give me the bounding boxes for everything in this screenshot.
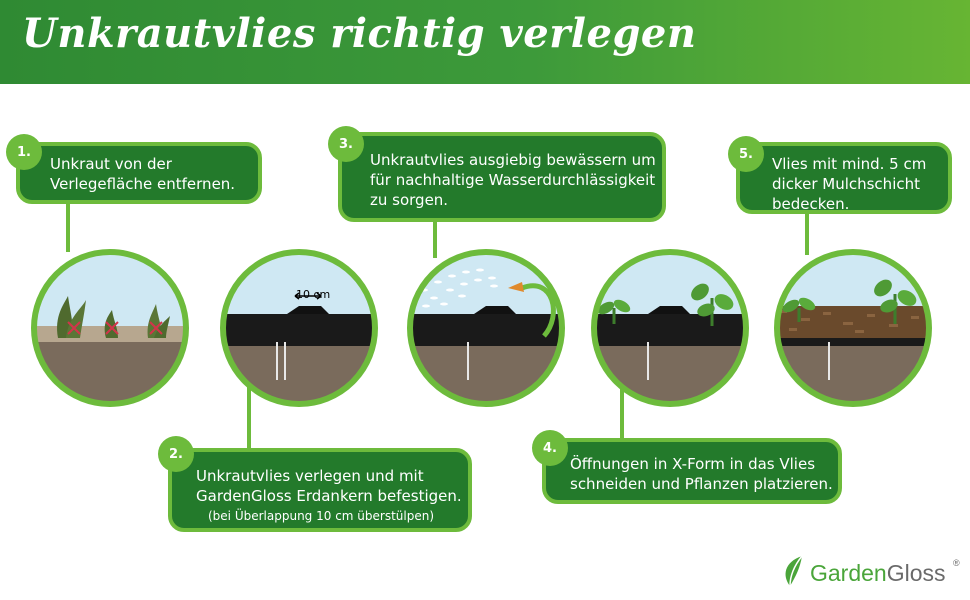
step-5-line-3: bedecken. bbox=[772, 195, 850, 213]
step-3-box bbox=[338, 132, 666, 222]
step-2-box bbox=[168, 448, 472, 532]
page-title: Unkrautvlies richtig verlegen bbox=[22, 10, 697, 57]
connector-step-1 bbox=[66, 200, 70, 252]
illustration-watering bbox=[404, 246, 568, 410]
illustration-fabric-laid bbox=[217, 246, 381, 410]
step-2-line-1: Unkrautvlies verlegen und mit bbox=[196, 467, 424, 485]
step-4-line-2: schneiden und Pflanzen platzieren. bbox=[570, 475, 833, 493]
brand-part-2: Gloss bbox=[886, 560, 946, 586]
brand-part-1: Garden bbox=[810, 560, 887, 586]
illustration-weeds bbox=[28, 246, 192, 410]
step-3-number: 3. bbox=[328, 126, 364, 162]
step-1-box bbox=[16, 142, 262, 204]
step-1-line-1: Unkraut von der bbox=[50, 155, 172, 173]
step-4-box bbox=[542, 438, 842, 504]
brand-registered: ® bbox=[953, 558, 960, 568]
overlap-label: 10 cm bbox=[296, 288, 331, 301]
header-banner bbox=[0, 0, 970, 84]
illustration-mulch bbox=[771, 246, 935, 410]
step-1-line-2: Verlegefläche entfernen. bbox=[50, 175, 236, 193]
step-4-line-1: Öffnungen in X-Form in das Vlies bbox=[570, 455, 816, 473]
step-2-number: 2. bbox=[158, 436, 194, 472]
step-3-line-1: Unkrautvlies ausgiebig bewässern um bbox=[370, 151, 656, 169]
step-3-line-3: zu sorgen. bbox=[370, 191, 449, 209]
brand-logo bbox=[810, 560, 946, 587]
step-2-line-2: GardenGloss Erdankern befestigen. bbox=[196, 487, 462, 505]
step-2-note: (bei Überlappung 10 cm überstülpen) bbox=[208, 509, 435, 523]
step-5-line-1: Vlies mit mind. 5 cm bbox=[772, 155, 927, 173]
step-5-box bbox=[736, 142, 952, 214]
illustration-planting bbox=[588, 246, 752, 410]
step-5-number: 5. bbox=[728, 136, 764, 172]
step-5-line-2: dicker Mulchschicht bbox=[772, 175, 920, 193]
step-3-line-2: für nachhaltige Wasserdurchlässigkeit bbox=[370, 171, 656, 189]
step-1-number: 1. bbox=[6, 134, 42, 170]
step-4-number: 4. bbox=[532, 430, 568, 466]
